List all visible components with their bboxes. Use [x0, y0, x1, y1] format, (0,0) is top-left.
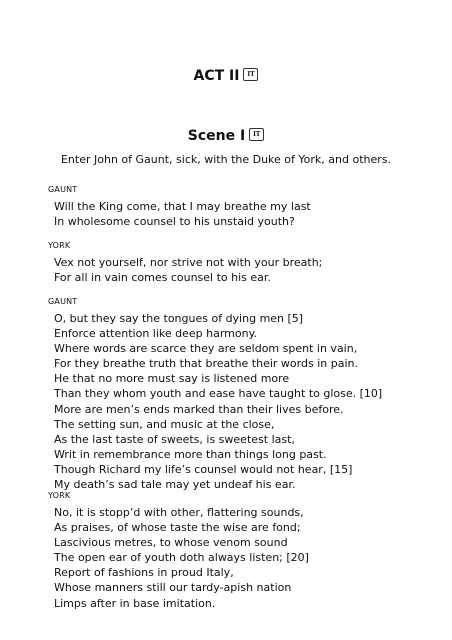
verse-line: My death’s sad tale may yet undeaf his ear.	[54, 478, 296, 492]
verse-line: The setting sun, and music at the close,	[54, 417, 275, 431]
verse-line: In wholesome counsel to his unstaid youth?	[54, 215, 295, 229]
speaker-name: GAUNT	[48, 185, 78, 194]
verse-line: Though Richard my life’s counsel would not hear, [15]	[54, 462, 353, 476]
speech-lines	[48, 505, 309, 611]
verse-line: Will the King come, that I may breathe my last	[54, 200, 311, 213]
verse-line: He that no more must say is listened more	[54, 372, 290, 386]
speech-block	[48, 491, 309, 611]
verse-line: For all in vain comes counsel to his ear.	[54, 271, 271, 285]
scene-heading	[0, 127, 452, 145]
stage-direction: Enter John of Gaunt, sick, with the Duke of York, and others.	[60, 153, 391, 166]
verse-line: More are men’s ends marked than their lives before.	[54, 402, 344, 416]
speaker-name: YORK	[48, 241, 71, 250]
verse-line: Writ in remembrance more than things long past.	[54, 447, 327, 461]
verse-line: As praises, of whose taste the wise are fond;	[54, 521, 301, 535]
verse-line: Whose manners still our tardy-apish nation	[54, 581, 292, 595]
speaker-name: GAUNT	[48, 297, 78, 306]
speech-lines	[48, 311, 382, 492]
verse-line: Vex not yourself, nor strive not with your breath;	[54, 256, 323, 269]
act-info-icon[interactable]: IT	[243, 68, 258, 81]
verse-line: The open ear of youth doth always listen; [20]	[54, 551, 309, 565]
speech-lines	[48, 199, 311, 229]
scene-info-icon[interactable]: IT	[249, 128, 264, 141]
verse-line: Report of fashions in proud Italy,	[54, 566, 234, 580]
speech-lines	[48, 255, 322, 285]
verse-line: No, it is stopp’d with other, flattering sounds,	[54, 506, 304, 519]
verse-line: Where words are scarce they are seldom spent in vain,	[54, 342, 358, 356]
verse-line: Lascivious metres, to whose venom sound	[54, 536, 288, 550]
verse-line: Limps after in base imitation.	[54, 596, 216, 610]
verse-line: Than they whom youth and ease have taught to glose. [10]	[54, 387, 383, 401]
verse-line: O, but they say the tongues of dying men [5]	[54, 312, 304, 325]
verse-line: For they breathe truth that breathe their words in pain.	[54, 357, 358, 371]
speech-block	[48, 185, 311, 229]
scene-title: Scene I	[187, 128, 246, 144]
speaker-name: YORK	[48, 491, 71, 500]
verse-line: Enforce attention like deep harmony.	[54, 327, 258, 341]
verse-line: As the last taste of sweets, is sweetest last,	[54, 432, 295, 446]
act-title: ACT II	[193, 68, 240, 84]
speech-block	[48, 241, 322, 285]
speech-block	[48, 297, 382, 492]
act-heading	[0, 67, 452, 85]
